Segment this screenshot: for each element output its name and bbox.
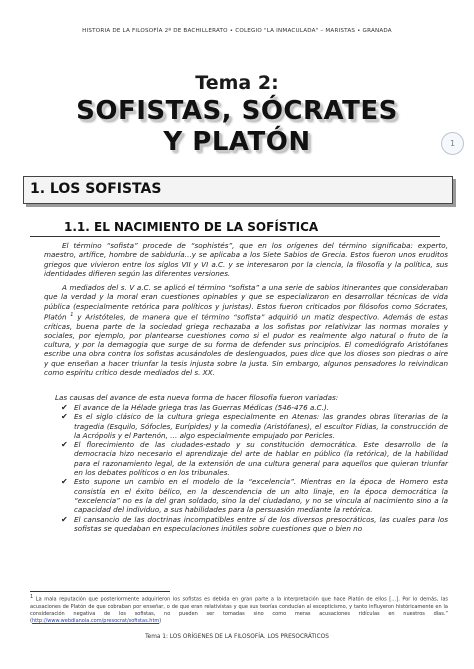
subsection-heading: 1.1. EL NACIMIENTO DE LA SOFÍSTICA (64, 220, 319, 234)
page-number-badge: 1 (441, 132, 464, 155)
footnote-text: La mala reputación que posteriormente adquirieron los sofistas es debida en gran parte a la interpretación que hace Platón de ellos […]. Por lo demás, las acusaciones de Platón de que cobraban por enseñar, o de que eran relativistas y que sus teorías conducían al escepticismo, y tanto influyeron históricamente en la consideración negativa de los sofistas, no pueden ser tomadas sino como meras acusaciones ridículas en nuestros días.” ( (30, 596, 448, 624)
list-item (61, 412, 448, 440)
checkmark-icon: ✔ (61, 477, 68, 487)
checkmark-icon: ✔ (61, 403, 68, 412)
list-item-text: Esto supone un cambio en el modelo de la “excelencia”. Mientras en la época de Homero esta consistía en el éxito bélico, en la descendencia de un alto linaje, en la época democrática la “excelencia” no es la del gran soldado, sino la del ciudadano, y no se vincula al nacimiento sino a la capacidad del individuo, a sus habilidades para la persuasión mediante la retórica. (74, 477, 448, 515)
subsection-underline (30, 236, 440, 237)
footnote-separator (30, 591, 170, 592)
checkmark-icon: ✔ (61, 412, 68, 422)
footnote-marker: 1 (30, 594, 34, 600)
running-header: HISTORIA DE LA FILOSOFÍA 2º DE BACHILLERATO • COLEGIO "LA INMACULADA" – MARISTAS • GRANADA (82, 28, 392, 34)
paragraph-part-a: A mediados del s. V a.C. se aplicó el término “sofista” a una serie de sabios itinerantes que consideraban que la verdad y la moral eran cuestiones opinables y que se especializaron en desarrollar técnicas de vida pública (especialmente retórica para políticos y juristas). Estos fueron criticados por filósofos como Sócrates, Platón (44, 283, 448, 322)
footnote-reference[interactable]: 1 (70, 311, 74, 318)
main-title-line1: SOFISTAS, SÓCRATES (76, 96, 398, 126)
checkmark-icon: ✔ (61, 440, 68, 450)
tema-label: Tema 2: (195, 72, 279, 94)
main-title-line2: Y PLATÓN (163, 127, 311, 157)
section-heading: 1. LOS SOFISTAS (30, 181, 162, 197)
checkmark-icon: ✔ (61, 514, 68, 524)
list-item (61, 440, 448, 477)
paragraph-sophists-criticism (44, 283, 448, 377)
footnote-closing: ) (159, 617, 162, 624)
list-item-text: El florecimiento de las ciudades-estado y su constitución democrática. Este desarrollo de la democracia hizo necesario el aprendizaje del arte de hablar en público (la retórica), de la habilidad para el razonamiento legal, de la extensión de una cultura general para aquellos que quieran triunfar en los debates políticos o en los tribunales. (74, 440, 448, 478)
page-footer: Tema 1: LOS ORÍGENES DE LA FILOSOFÍA. LOS PRESOCRÁTICOS (145, 634, 329, 640)
causes-list (61, 403, 448, 533)
list-item-text: El cansancio de las doctrinas incompatibles entre sí de los diversos presocráticos, las cuales para los sofistas se quedaban en especulaciones inútiles sobre cuestiones que o bien no (74, 514, 448, 533)
list-item-text: Es el siglo clásico de la cultura griega especialmente en Atenas: las grandes obras literarias de la tragedia (Esquilo, Sófocles, Eurípides) y la comedia (Aristófanes), el escultor Fidias, la construcción de la Acrópolis y el Partenón, … algo especialmente empujado por Pericles. (74, 412, 448, 440)
paragraph-causes-intro: Las causas del avance de esta nueva forma de hacer filosofía fueron variadas: (55, 393, 339, 402)
list-item (61, 403, 448, 412)
list-item (61, 477, 448, 514)
footnote (30, 594, 448, 625)
paragraph-origin-term: El término “sofista” procede de “sophistés”, que en los orígenes del término significaba: experto, maestro, artífice, hombre de sabiduría…y se aplicaba a los Siete Sabios de Grecia. Estos fueron unos eruditos griegos que vivieron entre los siglos VII y VI a.C. y se interesaron por la ciencia, la filosofía y la política, sus identidades difieren según las diferentes versiones. (44, 241, 448, 278)
paragraph-part-b: y Aristóteles, de manera que el término “sofista” adquirió un matiz despectivo. Además de estas críticas, buena parte de la sociedad griega rechazaba a los sofistas por relativizar las normas morales y sociales, por ejemplo, por plantearse cuestiones como si el pudor es realmente algo natural o fruto de la cultura, y por la demagogia que surge de su forma de defender sus principios. El comediógrafo Aristófanes escribe una obra contra los sofistas acusándoles de deslenguados, pues dice que los dioses son piedras o aire y que enseñan a hacer triunfar la tesis injusta sobre la justa. Sin embargo, algunos pensadores lo reivindican como espíritu crítico desde mediados del s. XX. (44, 312, 448, 378)
footnote-link[interactable]: http://www.webdianoia.com/presocrat/sofistas.htm (31, 617, 160, 624)
list-item (61, 515, 448, 534)
list-item-text: El avance de la Hélade griega tras las Guerras Médicas (546-476 a.C.). (74, 403, 330, 412)
